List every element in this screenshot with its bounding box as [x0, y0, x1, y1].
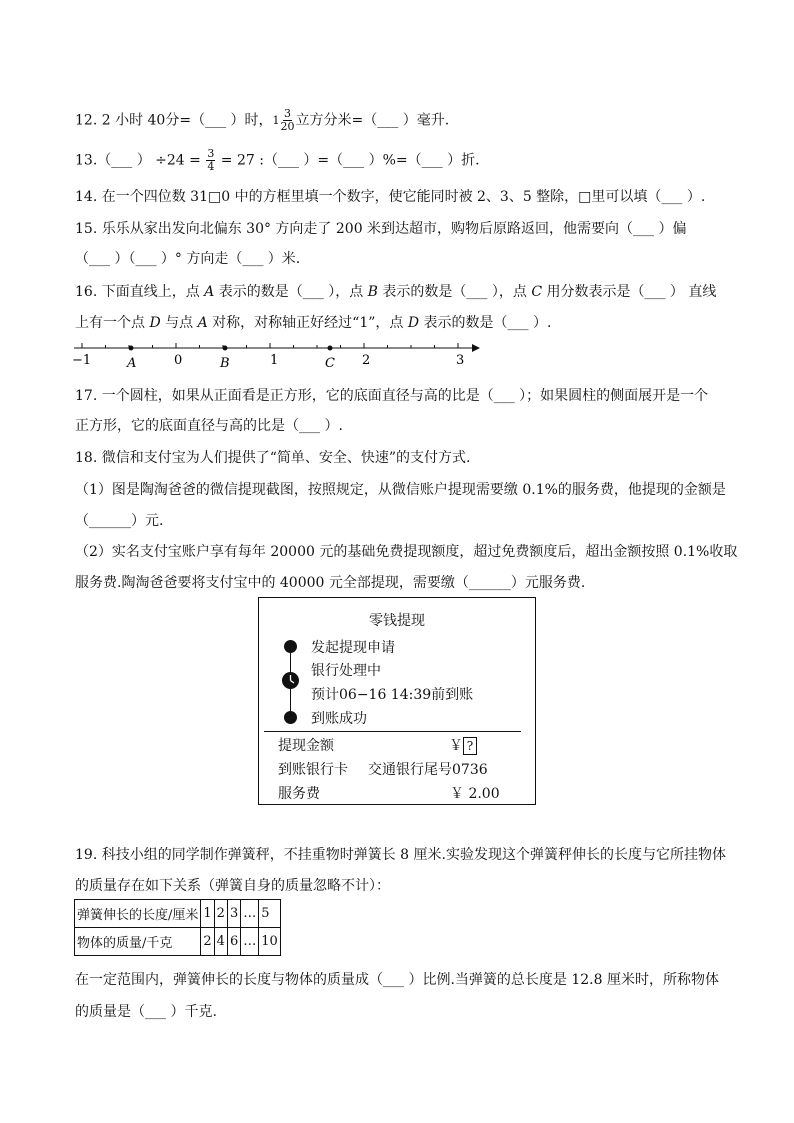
table-cell: 2 — [214, 900, 227, 928]
nl-label-neg1: −1 — [72, 353, 92, 368]
table-cell: 物体的质量/千克 — [75, 928, 201, 956]
q16-text: 对称，对称轴正好经过“1”，点 — [207, 315, 408, 331]
table-cell: 弹簧伸长的长度/厘米 — [75, 900, 201, 928]
q13-frac-den: 4 — [207, 160, 215, 173]
question-18-part1-b: （______）元. — [75, 513, 164, 529]
question-16-line2 — [75, 312, 551, 332]
nl-label-0: 0 — [174, 353, 183, 368]
nl-point-c-label: C — [325, 356, 335, 371]
wechat-title: 零钱提现 — [369, 613, 425, 629]
q16-var-d: D — [149, 315, 161, 331]
question-19-line4: 的质量是（___ ）千克. — [75, 1004, 217, 1020]
amount-label: 提现金额 — [278, 738, 334, 754]
q12-mixed-whole: 1 — [272, 114, 280, 127]
q16-text: 表示的数是（___ ），点 — [377, 284, 532, 300]
number-line-arrow-icon — [472, 344, 480, 352]
nl-point-a-label: A — [127, 356, 137, 371]
question-18-part2-a: （2）实名支付宝账户享有每年 20000 元的基础免费提现额度，超过免费额度后，超出金额按照 0.1%收取 — [75, 544, 738, 560]
q16-text: 16. 下面直线上，点 — [75, 284, 205, 300]
nl-point-b-label: B — [220, 356, 230, 371]
step-dot-icon — [284, 711, 297, 724]
step-1-label: 发起提现申请 — [311, 640, 395, 656]
fee-value: ￥ 2.00 — [450, 786, 500, 802]
q16-var-a: A — [197, 315, 208, 331]
q16-text: 与点 — [160, 315, 198, 331]
table-cell: 6 — [227, 928, 240, 956]
question-18-part2-b: 服务费.陶淘爸爸要将支付宝中的 40000 元全部提现，需要缴（______）元服务费. — [75, 575, 586, 591]
q16-var-d: D — [407, 315, 420, 331]
q12-fraction — [281, 108, 295, 133]
amount-value — [449, 735, 477, 755]
question-15-line2: （___ ）（___ ）° 方向走（___ ）米. — [75, 251, 301, 267]
q16-text: 表示的数是（___ ），点 — [214, 284, 368, 300]
q12-frac-num: 3 — [284, 107, 292, 120]
table-cell: … — [241, 900, 259, 928]
table-cell: 10 — [259, 928, 281, 956]
bank-label: 到账银行卡 — [278, 762, 348, 778]
yuan-symbol: ￥ — [449, 738, 463, 754]
q12-frac-den: 20 — [280, 120, 295, 133]
table-cell: 3 — [227, 900, 240, 928]
step-3-label: 到账成功 — [311, 711, 367, 727]
nl-point-c — [328, 346, 333, 351]
nl-label-2: 2 — [362, 353, 371, 368]
question-17-line2: 正方形，它的底面直径与高的比是（___ ）. — [75, 418, 343, 434]
table-cell: 4 — [214, 928, 227, 956]
question-18-part1-a: （1）图是陶淘爸爸的微信提现截图，按照规定，从微信账户提现需要缴 0.1%的服务费，他提现的金额是 — [75, 482, 726, 498]
number-line-ticks — [82, 343, 458, 348]
table-cell: … — [241, 928, 259, 956]
table-cell: 2 — [201, 928, 214, 956]
table-row — [75, 900, 281, 928]
q13-fraction — [206, 148, 215, 173]
nl-point-a — [129, 346, 134, 351]
question-14: 14. 在一个四位数 31□0 中的方框里填一个数字，使它能同时被 2、3、5 整除，□里可以填（___ ）. — [75, 189, 706, 205]
unknown-amount-box: ? — [463, 737, 477, 755]
q12-text-a: 12. 2 小时 40分=（___ ）时， — [75, 112, 273, 129]
spring-data-table — [74, 899, 281, 956]
step-2-label: 银行处理中 — [311, 663, 381, 679]
question-19-line2: 的质量存在如下关系（弹簧自身的质量忽略不计）： — [75, 878, 390, 894]
q16-var-c: C — [531, 284, 543, 300]
table-cell: 5 — [259, 900, 281, 928]
q12-text-b: 立方分米=（___ ）毫升. — [295, 112, 450, 129]
fee-label: 服务费 — [278, 786, 320, 802]
question-13 — [75, 148, 480, 173]
q13-text-a: 13.（___ ） ÷24 = — [75, 152, 201, 169]
question-19-line1: 19. 科技小组的同学制作弹簧秤，不挂重物时弹簧长 8 厘米.实验发现这个弹簧秤伸长的长度与它所挂物体 — [75, 847, 726, 863]
q16-text: 上有一个点 — [75, 315, 150, 331]
q13-text-b: = 27 :（___ ）=（___ ）%=（___ ）折. — [220, 152, 480, 169]
number-line — [68, 340, 488, 372]
q13-frac-num: 3 — [207, 147, 215, 160]
question-12 — [75, 108, 449, 133]
table-row — [75, 928, 281, 956]
q16-var-a: A — [204, 284, 215, 300]
q16-var-b: B — [367, 284, 378, 300]
clock-icon — [281, 671, 300, 690]
question-15-line1: 15. 乐乐从家出发向北偏东 30° 方向走了 200 米到达超市，购物后原路返回，他需要向（___ ）偏 — [75, 221, 687, 237]
nl-label-3: 3 — [456, 353, 465, 368]
q16-text: 用分数表示是（___ ） 直线 — [542, 284, 717, 300]
wechat-withdrawal-figure — [258, 597, 536, 805]
question-17-line1: 17. 一个圆柱，如果从正面看是正方形，它的底面直径与高的比是（___ ）；如果圆柱的侧面展开是一个 — [75, 388, 709, 404]
question-18-intro: 18. 微信和支付宝为人们提供了“简单、安全、快速”的支付方式. — [75, 450, 471, 466]
nl-label-1: 1 — [270, 353, 279, 368]
step-dot-icon — [284, 640, 297, 653]
q16-text: 表示的数是（___ ）. — [419, 315, 552, 331]
bank-value: 交通银行尾号0736 — [368, 762, 488, 778]
question-19-line3: 在一定范围内，弹簧伸长的长度与物体的质量成（___ ）比例.当弹簧的总长度是 12.8 厘米时，所称物体 — [75, 972, 719, 988]
divider — [264, 731, 521, 732]
step-2-eta: 预计06−16 14:39前到账 — [311, 687, 474, 703]
nl-point-b — [223, 346, 228, 351]
question-16-line1 — [75, 281, 716, 301]
table-cell: 1 — [201, 900, 214, 928]
